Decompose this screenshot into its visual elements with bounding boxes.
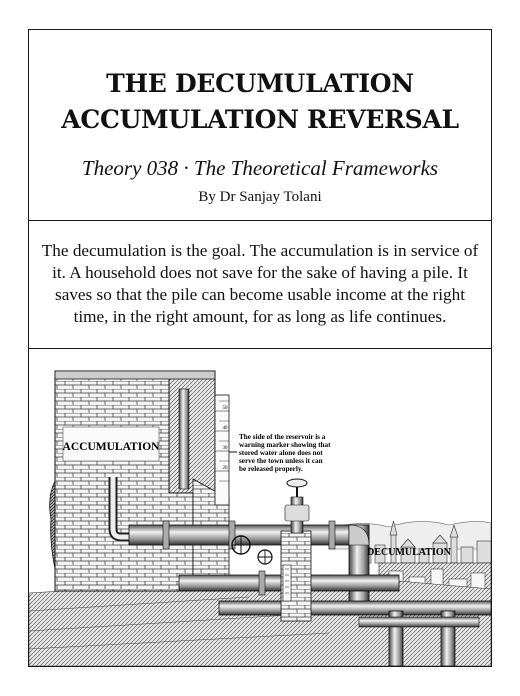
decumulation-label: DECUMULATION xyxy=(367,547,451,558)
reservoir-illustration xyxy=(29,349,491,666)
note-line-1: The side of the reservoir is a xyxy=(239,433,326,441)
note-line-2: warning marker showing that xyxy=(239,441,331,449)
page-title xyxy=(29,66,491,138)
quote-section xyxy=(29,221,491,349)
gauge-tick-50: 50 xyxy=(222,406,228,411)
note-line-3: stored water alone does not xyxy=(239,449,323,457)
reservoir-note xyxy=(239,433,331,473)
subtitle: Theory 038 · The Theoretical Frameworks xyxy=(81,156,439,180)
note-line-5: be released properly. xyxy=(239,465,303,473)
accumulation-label: ACCUMULATION xyxy=(62,441,160,453)
gauge-tick-30: 30 xyxy=(222,446,228,451)
author-byline: By Dr Sanjay Tolani xyxy=(198,189,322,205)
quote-text: The decumulation is the goal. The accumulation is in service of it. A household does not save for the sake of having a pile. It saves so that the pile can become usable income at the right time, in the right amount, for as long as life continues. xyxy=(41,241,479,326)
header-section xyxy=(29,30,491,221)
reservoir-tower xyxy=(55,371,229,591)
engraving-svg xyxy=(29,349,491,666)
gauge-tick-20: 20 xyxy=(222,466,228,471)
gauge-tick-40: 40 xyxy=(222,426,228,431)
note-line-4: serve the town unless it can xyxy=(239,457,323,465)
title-line-1: THE DECUMULATION xyxy=(106,69,414,98)
valve-stand xyxy=(281,479,311,621)
title-line-2: ACCUMULATION REVERSAL xyxy=(61,105,459,134)
level-gauge xyxy=(215,395,237,505)
poster-frame xyxy=(28,29,492,667)
